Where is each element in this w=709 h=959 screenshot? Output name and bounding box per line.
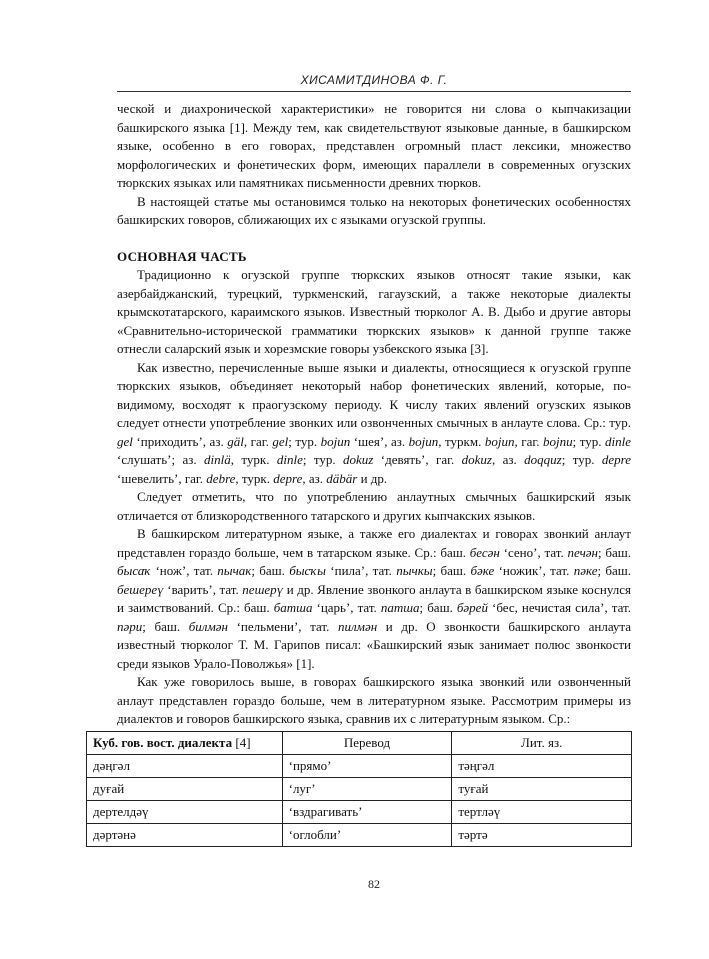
example-word: бәке xyxy=(470,563,495,578)
translation-cell: ‘прямо’ xyxy=(282,755,452,778)
example-word: пычкы xyxy=(396,563,433,578)
section-title: ОСНОВНАЯ ЧАСТЬ xyxy=(117,248,247,264)
column-header-dialect xyxy=(87,732,283,755)
text-run: и др. О звонкости башкирского анлаута известный тюрколог Т. М. Гарипов писал: «Башкирский язык занимает полюс звонкости среди языков Урало-Поволжья» [1]. xyxy=(117,618,632,671)
text-run: и др. xyxy=(360,470,388,486)
text-run: ; баш. xyxy=(419,600,453,615)
table-row xyxy=(87,755,632,778)
text-run: Как известно, перечисленные выше языки и диалекты, относящиеся к огузской группе тюркских языков, объединяет некоторый набор фонетических явлений, которые, по-видимому, восходят к праогузскому периоду. К числу таких явлений огузских языков следует отнести употребление звонких или озвонченных смычных в анлауте слова. Ср.: тур. xyxy=(117,359,631,430)
example-word: gäl xyxy=(227,433,244,449)
example-word: бесән xyxy=(469,544,500,560)
example-word: däbär xyxy=(326,470,358,486)
example-word: пәке xyxy=(573,563,598,578)
text-run: ‘слушать’; аз. xyxy=(117,452,197,467)
translation-cell: ‘луг’ xyxy=(282,778,452,801)
example-word: бешереү xyxy=(117,581,164,597)
example-word: билмән xyxy=(188,618,228,634)
example-word: патша xyxy=(380,600,420,615)
paragraph-6 xyxy=(117,525,631,673)
example-word: dokuz xyxy=(343,452,374,467)
paragraph-2: В настоящей статье мы остановимся только на некоторых фонетических особенностях башкирских говоров, сближающих их с языками огузской группы. xyxy=(117,193,631,227)
column-header-literary: Лит. яз. xyxy=(452,732,632,755)
column-header-dialect-ref: [4] xyxy=(235,735,251,750)
paragraph-5: Следует отметить, что по употреблению анлаутных смычных башкирский язык отличается от близкородственного татарского и других кыпчакских языков. xyxy=(117,489,631,523)
dialect-cell: дертелдәү xyxy=(87,801,283,824)
literary-cell: тертләү xyxy=(452,801,632,824)
example-word: bojun xyxy=(408,433,439,449)
text-run: ‘нож’, тат. xyxy=(155,563,213,578)
example-word: пәри xyxy=(117,618,143,634)
text-run: ‘пила’, тат. xyxy=(330,563,392,578)
example-word: doqquz xyxy=(524,452,562,467)
text-run: ; баш. xyxy=(597,563,632,578)
text-run: ‘девять’, гаг. xyxy=(380,452,455,467)
text-run: ‘бес, нечистая сила’, тат. xyxy=(491,600,632,615)
table-row xyxy=(87,778,632,801)
example-word: пилмән xyxy=(338,618,378,634)
dialect-cell: дуғай xyxy=(87,778,283,801)
example-word: debre xyxy=(206,470,236,486)
text-run: ‘шевелить’, гаг. xyxy=(117,470,204,486)
text-run: ‘ножик’, тат. xyxy=(498,563,570,578)
example-word: бәрей xyxy=(456,600,488,615)
example-word: gel xyxy=(272,433,289,449)
dialect-comparison-table xyxy=(86,731,632,847)
translation-cell: ‘оглобли’ xyxy=(282,824,452,847)
paragraph-1: ческой и диахронической характеристики» не говорится ни слова о кыпчакизации башкирского языка [1]. Между тем, как свидетельствуют языковые данные, в башкирском языке, особенно в его говорах, представлен огромный пласт лексики, множество морфологических и фонетических форм, имеющих параллели в современных огузских тюркских языках или памятниках письменности древних тюрков. xyxy=(117,101,631,190)
text-run: , гаг. xyxy=(514,433,540,449)
table-header-row xyxy=(87,732,632,755)
text-run: , турк. xyxy=(230,452,270,467)
article-body xyxy=(117,100,631,729)
dialect-cell: дәртәнә xyxy=(87,824,283,847)
text-run: ; баш. xyxy=(598,544,632,560)
text-run: , аз. xyxy=(302,470,324,486)
example-word: gel xyxy=(117,433,133,449)
text-run: ; тур. xyxy=(572,433,602,449)
translation-cell: ‘вздрагивать’ xyxy=(282,801,452,824)
text-run: и др. Явление звонкого анлаута в башкирском языке коснулся и заимствований. Ср.: баш. xyxy=(117,581,632,615)
table-row xyxy=(87,824,632,847)
example-word: бысаҡ xyxy=(117,563,152,578)
text-run: , турк. xyxy=(235,470,270,486)
example-word: пешерү xyxy=(242,581,284,597)
example-word: bojnu xyxy=(543,433,573,449)
table-row xyxy=(87,801,632,824)
example-word: печән xyxy=(567,544,599,560)
example-word: bojun xyxy=(484,433,515,449)
literary-cell: тәңгәл xyxy=(452,755,632,778)
paragraph-4 xyxy=(117,359,631,489)
example-word: dinlä xyxy=(204,452,231,467)
text-run: ‘шея’, аз. xyxy=(353,433,406,449)
literary-cell: туғай xyxy=(452,778,632,801)
example-word: dinle xyxy=(605,433,632,449)
column-header-translation: Перевод xyxy=(282,732,452,755)
example-word: бысҡы xyxy=(289,563,326,578)
text-run: ; тур. xyxy=(288,433,318,449)
header-rule xyxy=(117,91,631,92)
example-word: depre xyxy=(273,470,303,486)
text-run: ; тур. xyxy=(561,452,595,467)
example-word: пычак xyxy=(217,563,252,578)
example-word: bojun xyxy=(320,433,351,449)
text-run: , аз. xyxy=(491,452,517,467)
paragraph-7: Как уже говорилось выше, в говорах башкирского языка звонкий или озвонченный анлаут представлен гораздо больше, чем в литературном языке. Рассмотрим примеры из диалектов и говоров башкирского языка, сравнив их с литературным языком. Ср.: xyxy=(117,674,631,726)
running-header: ХИСАМИТДИНОВА Ф. Г. xyxy=(300,73,448,87)
text-run: , гаг. xyxy=(243,433,269,449)
text-run: ; баш. xyxy=(142,618,181,634)
text-run: ‘пельмени’, тат. xyxy=(236,618,330,634)
example-word: dinle xyxy=(276,452,303,467)
text-run: ‘сено’, тат. xyxy=(503,544,564,560)
text-run: ‘приходить’, аз. xyxy=(136,433,224,449)
page-number: 82 xyxy=(368,877,380,891)
text-run: ‘варить’, тат. xyxy=(167,581,239,597)
text-run: ‘царь’, тат. xyxy=(316,600,377,615)
example-word: depre xyxy=(601,452,631,467)
text-run: , туркм. xyxy=(438,433,482,449)
example-word: батша xyxy=(273,600,313,615)
text-run: В башкирском литературном языке, а также его диалектах и говорах звонкий анлаут представлен гораздо больше, чем в татарском языке. Ср.: баш. xyxy=(117,526,631,560)
text-run: ; баш. xyxy=(432,563,467,578)
column-header-dialect-label: Куб. гов. вост. диалекта xyxy=(93,735,233,750)
dialect-cell: дәңгәл xyxy=(87,755,283,778)
example-word: dokuz xyxy=(461,452,492,467)
literary-cell: тәртә xyxy=(452,824,632,847)
text-run: ; баш. xyxy=(251,563,285,578)
text-run: ; тур. xyxy=(302,452,336,467)
paragraph-3: Традиционно к огузской группе тюркских языков относят такие языки, как азербайджанский, турецкий, туркменский, гагаузский, а также некоторые диалекты крымскотатарского, караимского языков. Известный тюрколог А. В. Дыбо и другие авторы «Сравнительно-исторической грамматики тюркских языков» к данной группе также отнесли саларский язык и хорезмские говоры узбекского языка [3]. xyxy=(117,267,631,356)
